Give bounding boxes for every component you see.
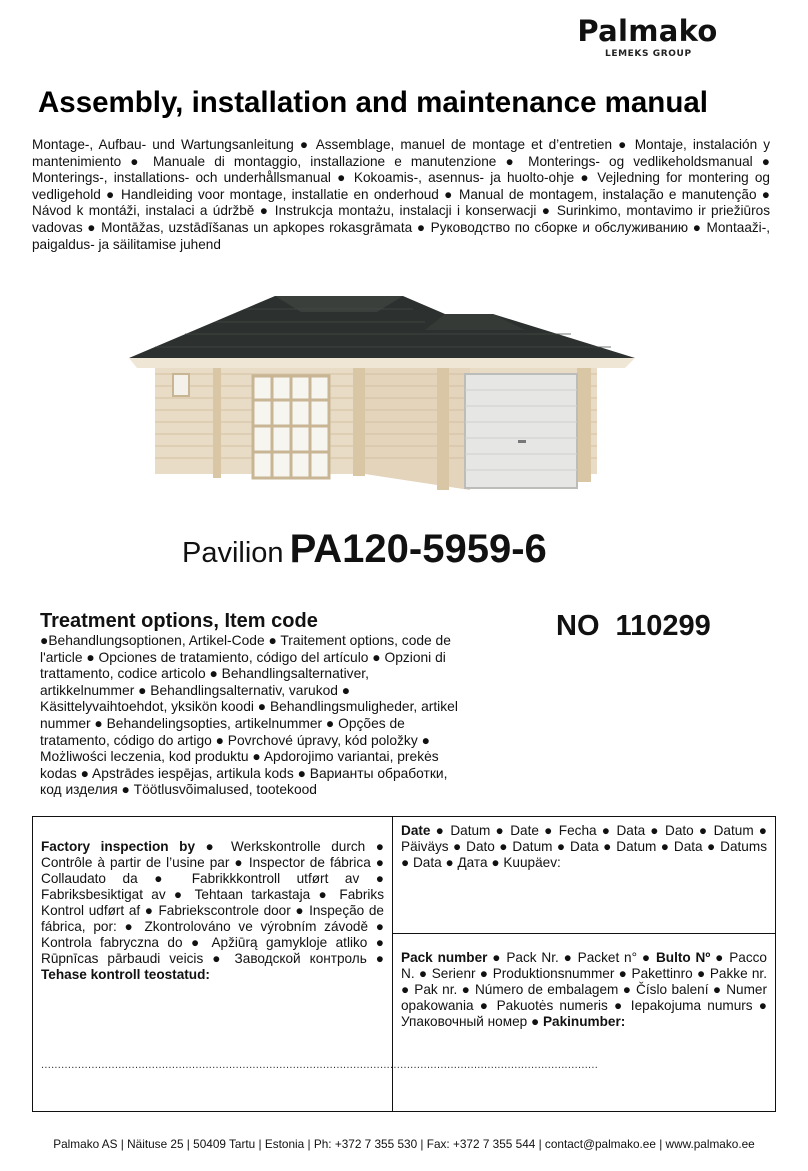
product-name xyxy=(182,527,547,572)
inspection-form xyxy=(32,816,776,1112)
factory-inspection-label: Factory inspection by xyxy=(41,839,196,854)
logo-group: LEMEKS GROUP xyxy=(605,49,692,59)
signature-line[interactable]: ...................................................................................................................................................................... xyxy=(41,1059,599,1071)
pack-number-translations-1: ● Pack Nr. ● Packet n° ● xyxy=(487,950,656,965)
product-type: Pavilion xyxy=(182,537,284,569)
pavilion-illustration xyxy=(125,290,640,500)
treatment-title: Treatment options, Item code xyxy=(40,610,318,632)
pack-number-spanish: Bulto Nº xyxy=(655,950,711,965)
item-code: NO 110299 xyxy=(556,610,711,642)
pack-number-box[interactable] xyxy=(393,934,775,1111)
treatment-translations: ●Behandlungsoptionen, Artikel-Code ● Traitement options, code de l'article ● Opciones de tratamiento, código del artículo ● Opzioni di trattamento, codice articolo ● Behandlingsalternativer, artikkelnummer ● Behandlingsalternativ, varukod ● Käsittelyvaihtoehdot, yksikön koodi ● Behandlingsmuligheder, artikel nummer ● Behandelingsopties, artikelnummer ● Opções de tratamento, código do artigo ● Povrchové úpravy, kód položky ● Możliwości leczenia, kod produktu ● Apdorojimo variantai, prekės kodas ● Apstrādes iespējas, artikula kods ● Варианты обработки, код изделия ● Töötlusvõimalused, tootekood xyxy=(40,633,458,798)
product-code: PA120-5959-6 xyxy=(289,527,547,571)
pack-number-label: Pack number xyxy=(401,950,488,965)
factory-inspection-translations: ● Werkskontrolle durch ● Contrôle à partir de l’usine par ● Inspector de fábrica ● Collaudato da ● Fabrikkkontroll utført av ● Fabriksbesiktigat av ● Tehtaan tarkastaja ● Fabriks Kontrol udført af ● Fabriekscontrole door ● Inspeção de fábrica, por: ● Zkontrolováno ve výrobním závodě ● Kontrola fabryczna do ● Apžiūrą gamykloje atliko ● Rūpnīcas pārbaudi veicis ● Заводской контроль ● xyxy=(41,839,384,966)
factory-inspection-estonian: Tehase kontroll teostatud: xyxy=(41,967,210,982)
pack-number-translations-2: ● Pacco N. ● Serienr ● Produktionsnummer ● Pakettinro ● Pakke nr. ● Pak nr. ● Número de embalagem ● Číslo balení ● Numer opakowania ● Pakuotės numeris ● Iepakojuma numurs ● Упаковочный номер ● xyxy=(401,950,767,1029)
palmako-logo xyxy=(565,14,730,59)
title-translations: Montage-, Aufbau- und Wartungsanleitung ● Assemblage, manuel de montage et d’entretien ● Montaje, instalación y mantenimiento ● Manuale di montaggio, installazione e manutenzione ● Monterings- og vedlikeholdsmanual ● Monterings-, installations- och underhållsmanual ● Kokoamis-, asennus- ja huolto-ohje ● Vejledning for montering og vedligehold ● Handleiding voor montage, installatie en onderhoud ● Manual de montagem, instalação e manutenção ● Návod k montáži, instalaci a údržbě ● Instrukcja montażu, instalacji i konserwacji ● Surinkimo, montavimo ir priežiūros vadovas ● Montāžas, uzstādīšanas un apkopes rokasgrāmata ● Руководство по сборке и обслуживанию ● Montaaži-, paigaldus- ja säilitamise juhend xyxy=(32,137,770,252)
date-translations: ● Datum ● Date ● Fecha ● Data ● Dato ● Datum ● Päiväys ● Dato ● Datum ● Data ● Datum ● Data ● Datums ● Data ● Дата ● Kuupäev: xyxy=(401,823,767,870)
date-label: Date xyxy=(401,823,431,838)
date-box[interactable] xyxy=(393,817,775,934)
logo-name: Palmako xyxy=(577,14,718,48)
pack-number-estonian: Pakinumber: xyxy=(542,1014,626,1029)
page-title: Assembly, installation and maintenance manual xyxy=(38,86,708,119)
footer-contact: Palmako AS | Näituse 25 | 50409 Tartu | Estonia | Ph: +372 7 355 530 | Fax: +372 7 355 544 | contact@palmako.ee | www.palmako.ee xyxy=(53,1137,755,1151)
